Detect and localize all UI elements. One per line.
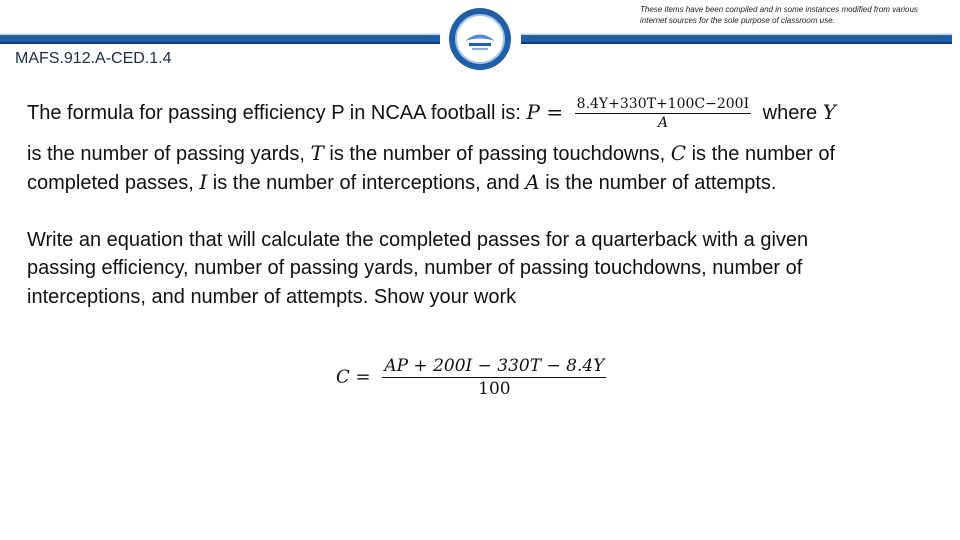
where-text: where [762, 101, 818, 124]
problem-line-2 [27, 138, 835, 169]
answer-fraction [382, 355, 606, 400]
disclaimer-text: These items have been compiled and in some instances modified from various internet sources for the sole purpose of classroom use. [640, 5, 918, 25]
header-band-right [521, 33, 952, 44]
line1-text: The formula for passing efficiency P in NCAA football is: [27, 101, 521, 124]
line3-pre: completed passes, [27, 172, 194, 194]
prompt-line-2: passing efficiency, number of passing yards, number of passing touchdowns, number of [27, 257, 803, 279]
var-a: A [525, 170, 540, 194]
line2-post: is the number of [691, 143, 836, 165]
problem-line-1 [27, 95, 836, 132]
line2-mid: is the number of passing touchdowns, [329, 143, 666, 165]
answer-numerator: AP + 200I − 330T − 8.4Y [384, 356, 605, 376]
line2-pre: is the number of passing yards, [27, 143, 305, 165]
efficiency-formula-fraction [575, 95, 751, 132]
formula-numerator: 8.4Y+330T+100C−200I [576, 96, 750, 112]
line3-post: is the number of attempts. [545, 172, 777, 194]
var-t: T [310, 141, 324, 165]
answer-lhs: C = [336, 366, 371, 388]
school-seal-logo [447, 6, 513, 72]
formula-denominator: A [657, 115, 668, 131]
line3-mid: is the number of interceptions, and [212, 172, 520, 194]
formula-lhs: P = [526, 99, 564, 124]
prompt-line-1: Write an equation that will calculate the completed passes for a quarterback with a given [27, 229, 809, 251]
prompt-line-3: interceptions, and number of attempts. Show your work [27, 286, 517, 308]
standard-code: MAFS.912.A-CED.1.4 [15, 50, 172, 67]
var-y: Y [822, 99, 836, 124]
header-band-left [0, 33, 440, 44]
var-i: I [199, 170, 208, 194]
answer-equation [336, 355, 612, 400]
answer-denominator: 100 [478, 379, 511, 399]
problem-line-3 [27, 167, 776, 198]
var-c: C [670, 141, 687, 165]
